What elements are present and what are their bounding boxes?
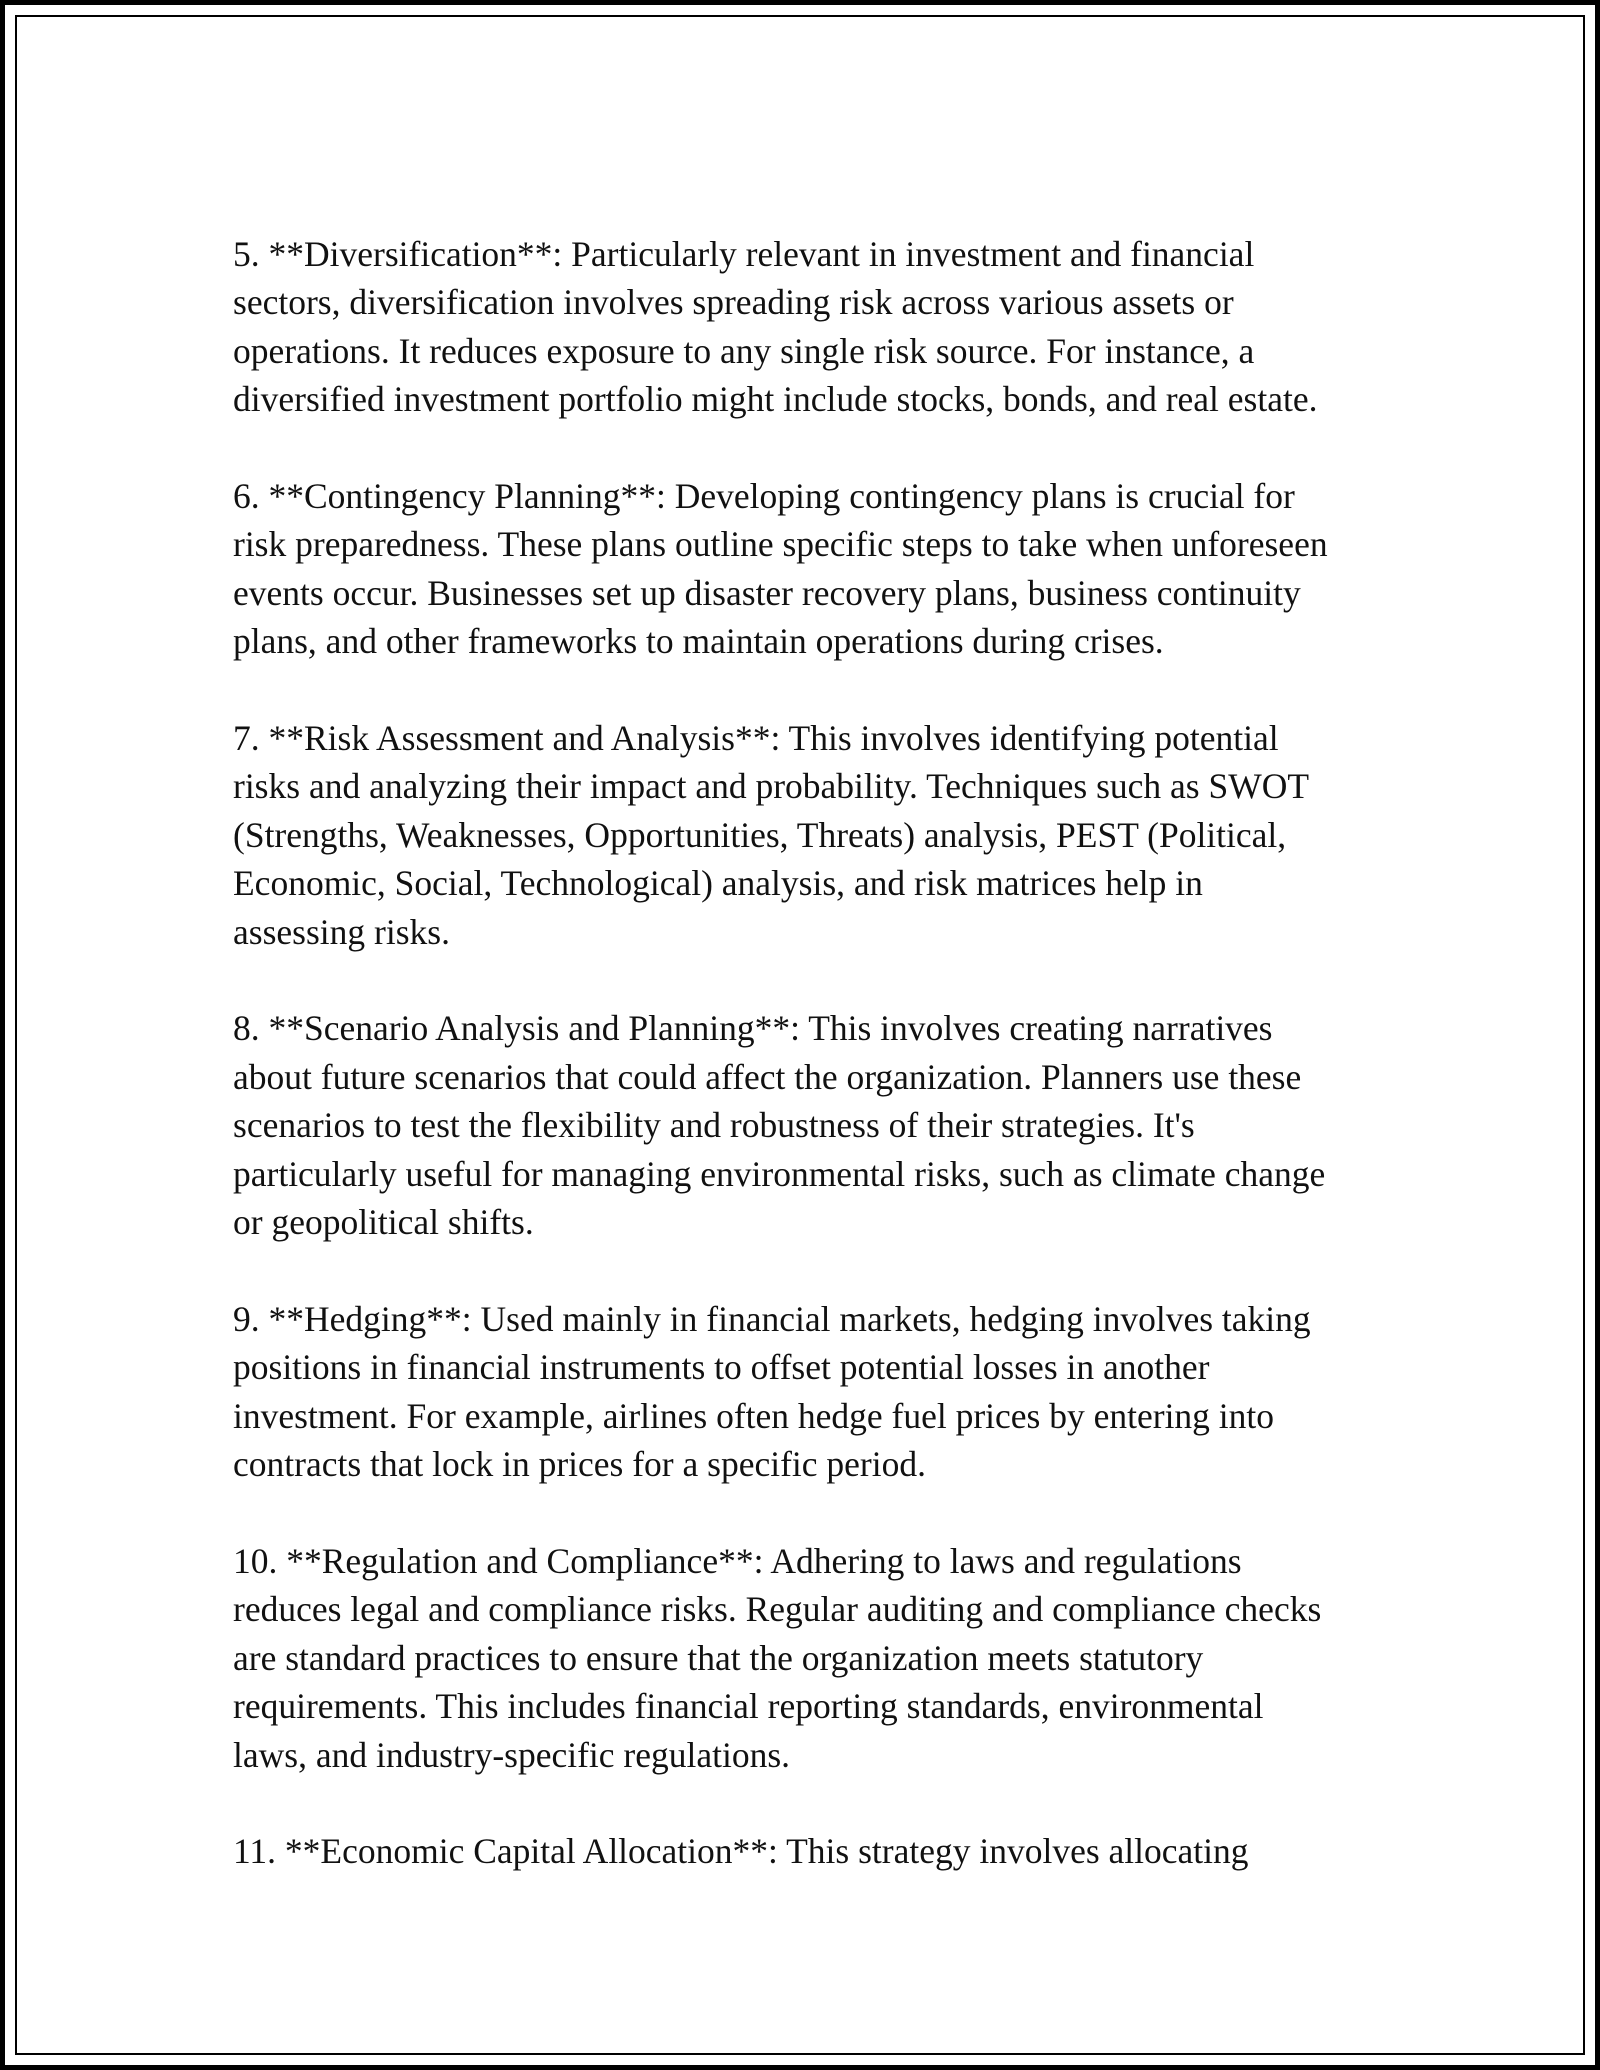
text-line: 9. **Hedging**: Used mainly in financial markets, hedging involves taking (233, 1298, 1311, 1339)
text-line: plans, and other frameworks to maintain operations during crises. (233, 621, 1164, 662)
text-line: particularly useful for managing environmental risks, such as climate change (233, 1153, 1326, 1194)
text-line: 5. **Diversification**: Particularly relevant in investment and financial (233, 234, 1255, 274)
list-item-paragraph (233, 1295, 1373, 1489)
list-item-paragraph (233, 1004, 1373, 1246)
list-item-paragraph (233, 1537, 1373, 1779)
text-line: events occur. Businesses set up disaster recovery plans, business continuity (233, 572, 1301, 613)
text-line: reduces legal and compliance risks. Regular auditing and compliance checks (233, 1589, 1322, 1630)
text-line: about future scenarios that could affect the organization. Planners use these (233, 1056, 1302, 1097)
text-line: contracts that lock in prices for a specific period. (233, 1444, 926, 1485)
text-line: requirements. This includes financial reporting standards, environmental (233, 1686, 1264, 1727)
text-line: are standard practices to ensure that the organization meets statutory (233, 1637, 1204, 1678)
text-line: diversified investment portfolio might include stocks, bonds, and real estate. (233, 379, 1318, 420)
text-line: 6. **Contingency Planning**: Developing contingency plans is crucial for (233, 476, 1295, 517)
text-line: sectors, diversification involves spreading risk across various assets or (233, 282, 1234, 323)
list-item-paragraph (233, 230, 1373, 424)
text-line: investment. For example, airlines often hedge fuel prices by entering into (233, 1395, 1275, 1436)
text-line: laws, and industry-specific regulations. (233, 1734, 791, 1775)
text-line: Economic, Social, Technological) analysis, and risk matrices help in (233, 863, 1203, 904)
list-item-paragraph (233, 472, 1373, 666)
text-line: assessing risks. (233, 911, 450, 952)
text-line: positions in financial instruments to offset potential losses in another (233, 1347, 1210, 1388)
text-line: risk preparedness. These plans outline specific steps to take when unforeseen (233, 524, 1328, 565)
document-body (233, 230, 1373, 1924)
text-line: operations. It reduces exposure to any single risk source. For instance, a (233, 330, 1255, 371)
list-item-paragraph (233, 714, 1373, 956)
text-line: or geopolitical shifts. (233, 1202, 534, 1243)
text-line: 11. **Economic Capital Allocation**: This strategy involves allocating (233, 1831, 1249, 1872)
text-line: (Strengths, Weaknesses, Opportunities, Threats) analysis, PEST (Political, (233, 814, 1287, 855)
text-line: 7. **Risk Assessment and Analysis**: This involves identifying potential (233, 718, 1279, 759)
text-line: scenarios to test the flexibility and robustness of their strategies. It's (233, 1105, 1195, 1146)
list-item-paragraph (233, 1827, 1373, 1875)
text-line: risks and analyzing their impact and probability. Techniques such as SWOT (233, 766, 1310, 807)
text-line: 10. **Regulation and Compliance**: Adhering to laws and regulations (233, 1540, 1242, 1581)
text-line: 8. **Scenario Analysis and Planning**: This involves creating narratives (233, 1008, 1273, 1049)
